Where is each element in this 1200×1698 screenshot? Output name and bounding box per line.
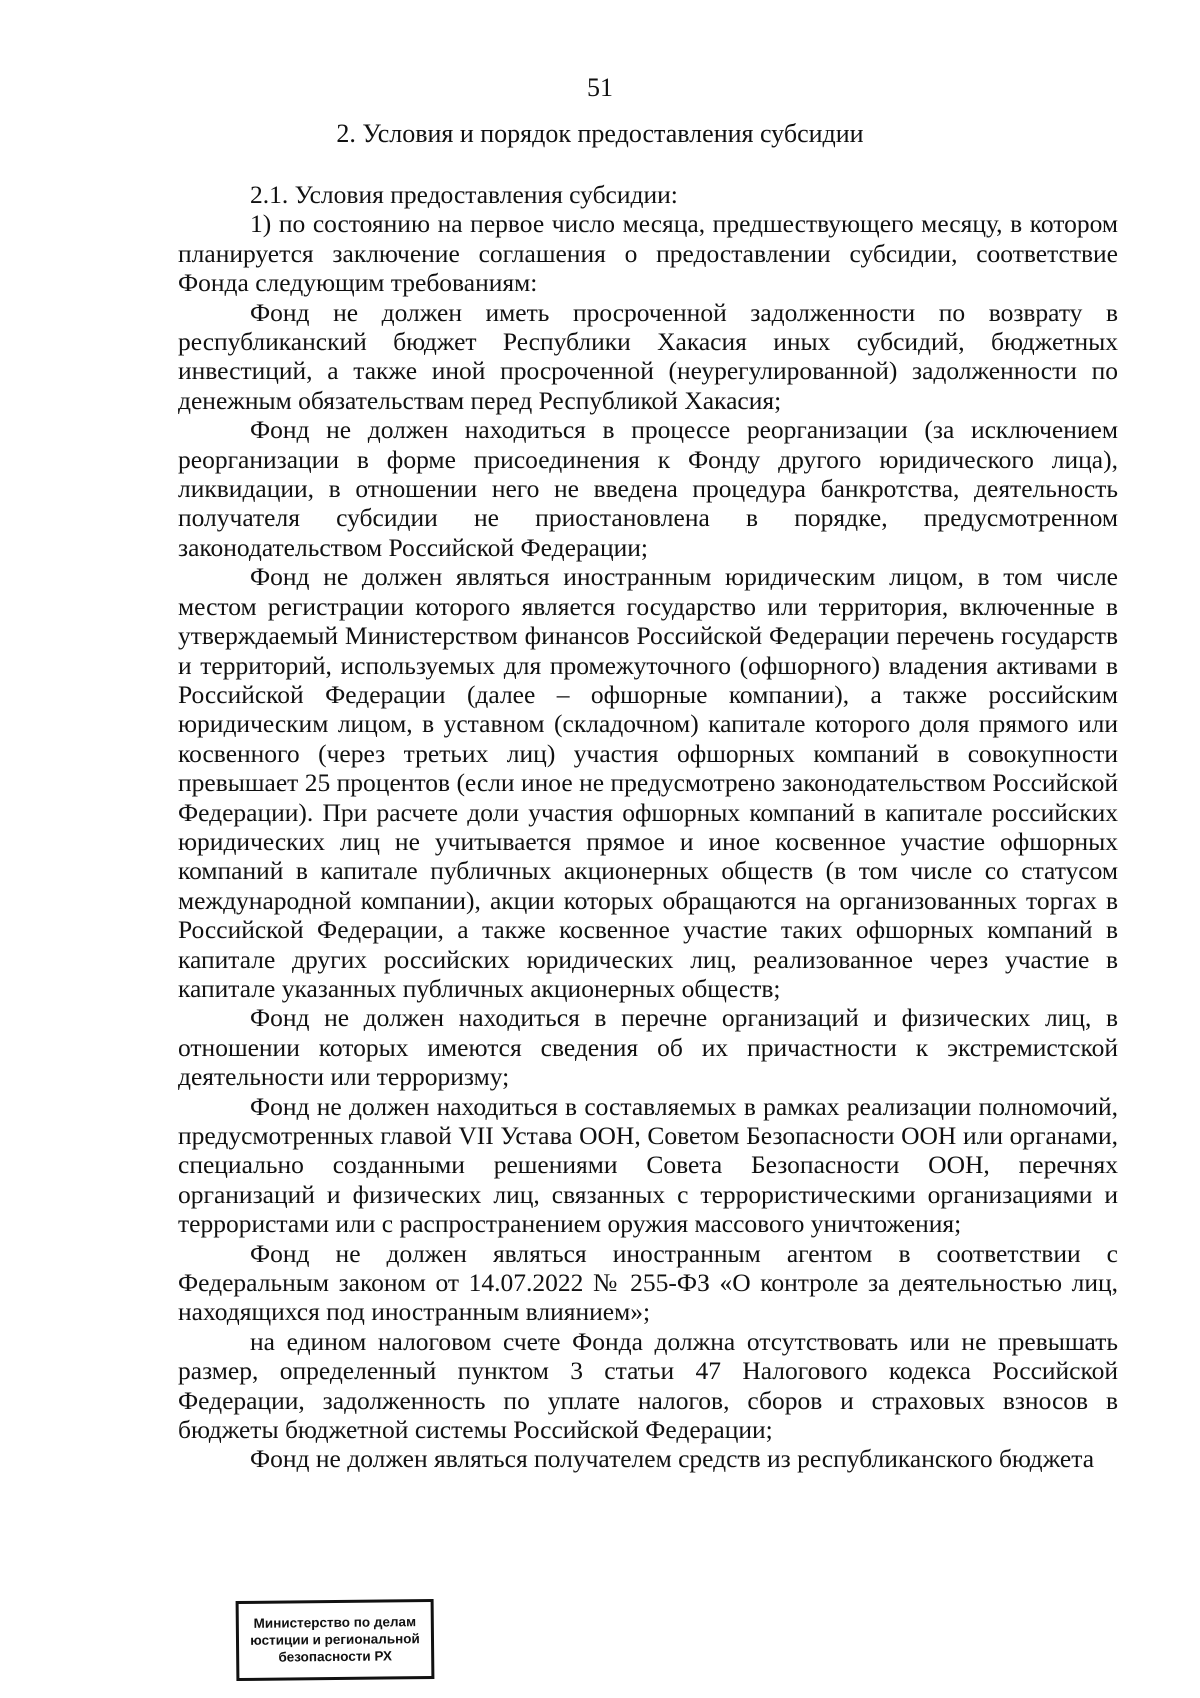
paragraph: Фонд не должен являться получателем средств из республиканского бюджета [250,1444,1095,1474]
section-title: 2. Условия и порядок предоставления субсидии [336,119,864,148]
paragraph: Фонд не должен находиться в процессе реорганизации (за исключением реорганизации в форме присоединения к Фонду другого юридического лица), ликвидации, в отношении него не введена процедура банкротства, деятельность получателя субсидии не приостановлена в порядке, предусмотренном законодательством Российской Федерации; [178,415,1118,562]
paragraph: 2.1. Условия предоставления субсидии: [250,180,678,209]
stamp-line: юстиции и региональной [250,1631,420,1648]
paragraph: 1) по состоянию на первое число месяца, предшествующего месяцу, в котором планируется заключение соглашения о предоставлении субсидии, соответствие Фонда следующим требованиям: [178,209,1118,298]
ministry-stamp [236,1599,435,1681]
page-number: 51 [587,73,613,102]
stamp-line: Министерство по делам [253,1614,417,1631]
document-body [178,180,1118,1474]
paragraph: Фонд не должен являться иностранным юридическим лицом, в том числе местом регистрации которого является государство или территория, включенные в утверждаемый Министерством финансов Российской Федерации перечень государств и территорий, используемых для промежуточного (офшорного) владения активами в Российской Федерации (далее – офшорные компании), а также российским юридическим лицом, в уставном (складочном) капитале которого доля прямого или косвенного (через третьих лиц) участия офшорных компаний в совокупности превышает 25 процентов (если иное не предусмотрено законодательством Российской Федерации). При расчете доли участия офшорных компаний в капитале российских юридических лиц не учитывается прямое и иное косвенное участие офшорных компаний в капитале публичных акционерных обществ (в том числе со статусом международной компании), акции которых обращаются на организованных торгах в Российской Федерации, а также косвенное участие таких офшорных компаний в капитале других российских юридических лиц, реализованное через участие в капитале указанных публичных акционерных обществ; [178,562,1118,1003]
stamp-line: безопасности РХ [278,1648,393,1665]
paragraph: Фонд не должен иметь просроченной задолженности по возврату в республиканский бюджет Республики Хакасия иных субсидий, бюджетных инвестиций, а также иной просроченной (неурегулированной) задолженности по денежным обязательствам перед Республикой Хакасия; [178,297,1118,415]
paragraph: Фонд не должен являться иностранным агентом в соответствии с Федеральным законом от 14.07.2022 № 255-ФЗ «О контроле за деятельностью лиц, находящихся под иностранным влиянием»; [178,1238,1118,1327]
paragraph: Фонд не должен находиться в перечне организаций и физических лиц, в отношении которых имеются сведения об их причастности к экстремистской деятельности или терроризму; [178,1003,1118,1092]
paragraph: на едином налоговом счете Фонда должна отсутствовать или не превышать размер, определенный пунктом 3 статьи 47 Налогового кодекса Российской Федерации, задолженность по уплате налогов, сборов и страховых взносов в бюджеты бюджетной системы Российской Федерации; [178,1326,1118,1445]
paragraph: Фонд не должен находиться в составляемых в рамках реализации полномочий, предусмотренных главой VII Устава ООН, Советом Безопасности ООН или органами, специально созданными решениями Совета Безопасности ООН, перечнях организаций и физических лиц, связанных с террористическими организациями и террористами или с распространением оружия массового уничтожения; [178,1091,1118,1239]
